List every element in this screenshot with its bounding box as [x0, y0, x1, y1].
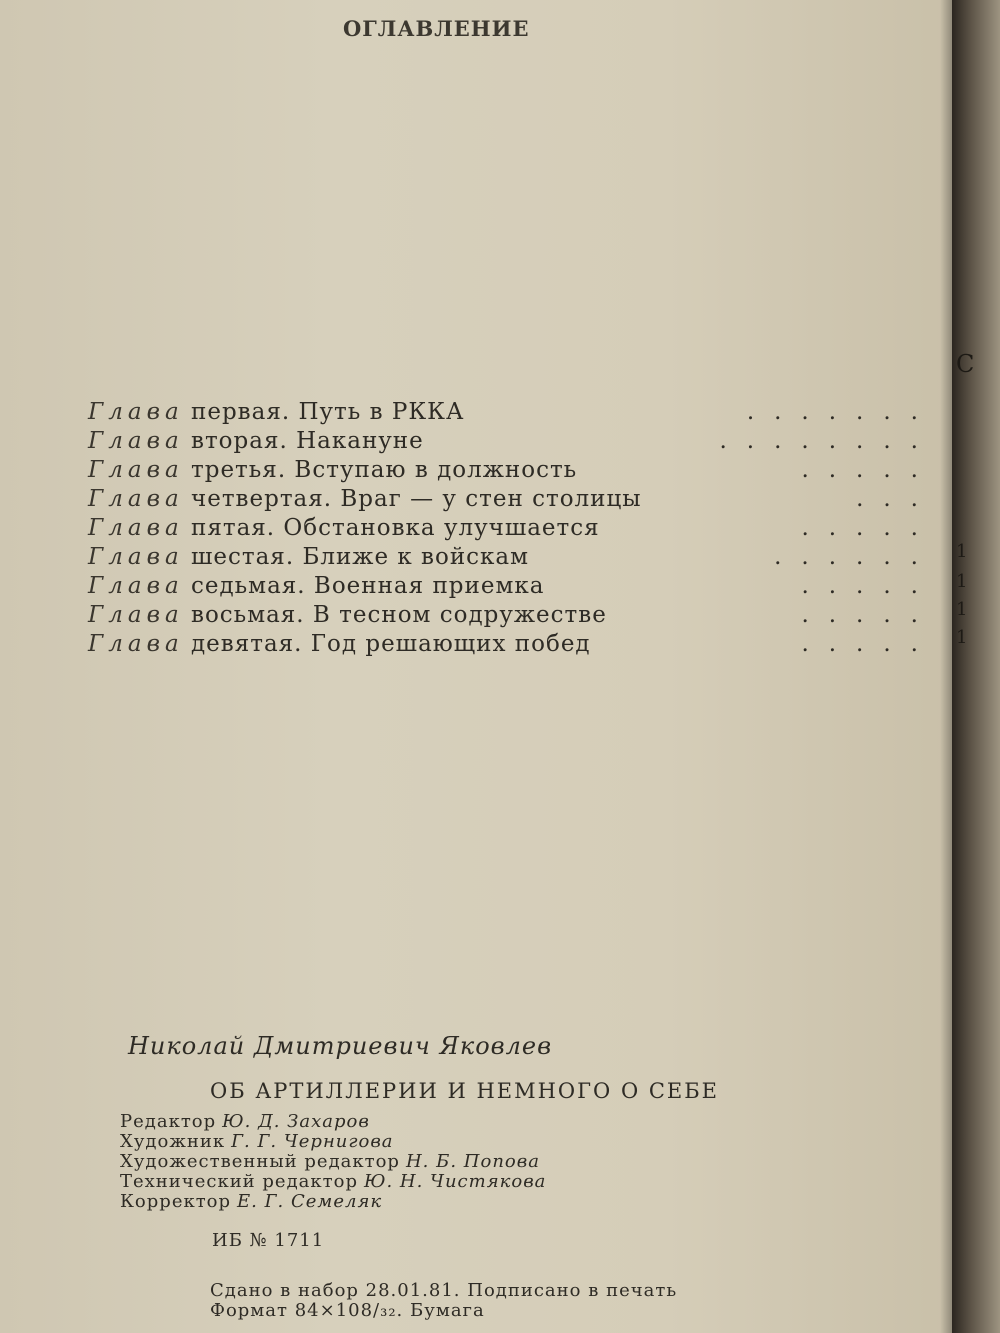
toc-entry-lead: Глава — [88, 515, 184, 541]
adjacent-page-fragment: 1 — [956, 627, 968, 648]
toc-entry-title: шестая. Ближе к войскам — [191, 544, 530, 570]
toc-entry-title: третья. Вступаю в должность — [191, 457, 578, 483]
credit-role: Технический редактор — [120, 1171, 358, 1192]
credit-person: Ю. Д. Захаров — [222, 1111, 370, 1132]
credit-person: Г. Г. Чернигова — [231, 1131, 394, 1152]
adjacent-page-fragment: 1 — [956, 541, 968, 562]
print-info-line: Сдано в набор 28.01.81. Подписано в печать — [210, 1280, 678, 1301]
credit-person: Е. Г. Семеляк — [237, 1191, 383, 1212]
toc-entry-title: первая. Путь в РККА — [191, 399, 465, 425]
toc-entry-leader-dots: ........ — [719, 428, 938, 454]
toc-entry-leader-dots: ..... — [801, 457, 938, 483]
adjacent-page-fragment: 1 — [956, 599, 968, 620]
toc-entry-title: вторая. Накануне — [191, 428, 424, 454]
toc-entry-leader-dots: ..... — [801, 515, 938, 541]
credit-line — [120, 1152, 940, 1172]
toc-entry-lead: Глава — [88, 602, 184, 628]
toc-entry-leader-dots: ..... — [801, 602, 938, 628]
toc-entry — [88, 630, 948, 659]
toc-entry-lead: Глава — [88, 457, 184, 483]
toc-entry-lead: Глава — [88, 428, 184, 454]
colophon — [120, 1030, 940, 1321]
toc-entry — [88, 543, 948, 572]
toc-entry — [88, 456, 948, 485]
toc-entry — [88, 572, 948, 601]
adjacent-page-edge — [952, 0, 1000, 1333]
credit-line — [120, 1192, 940, 1212]
toc-entry — [88, 601, 948, 630]
credit-line — [120, 1172, 940, 1192]
toc-entry-title: четвертая. Враг — у стен столицы — [191, 486, 642, 512]
credit-person: Н. Б. Попова — [405, 1151, 540, 1172]
toc-entry — [88, 485, 948, 514]
toc-entry — [88, 427, 948, 456]
ib-number: ИБ № 1711 — [212, 1230, 325, 1251]
toc-entry-lead: Глава — [88, 544, 184, 570]
book-title: ОБ АРТИЛЛЕРИИ И НЕМНОГО О СЕБЕ — [210, 1079, 719, 1103]
adjacent-page-fragment: С — [956, 350, 975, 378]
credits-list — [120, 1112, 940, 1212]
spine-shadow — [940, 0, 952, 1333]
credit-line — [120, 1112, 940, 1132]
adjacent-page-fragment: 1 — [956, 571, 968, 592]
toc-entry-lead: Глава — [88, 486, 184, 512]
credit-role: Художник — [120, 1131, 226, 1152]
toc-entry-lead: Глава — [88, 399, 184, 425]
toc-entry-title: седьмая. Военная приемка — [191, 573, 545, 599]
toc-entry-title: пятая. Обстановка улучшается — [191, 515, 600, 541]
credit-line — [120, 1132, 940, 1152]
credit-person: Ю. Н. Чистякова — [363, 1171, 547, 1192]
credit-role: Художественный редактор — [120, 1151, 400, 1172]
toc-entry-leader-dots: ...... — [774, 544, 938, 570]
credit-role: Редактор — [120, 1111, 217, 1132]
toc-entry-leader-dots: ..... — [801, 573, 938, 599]
toc-entry-lead: Глава — [88, 631, 184, 657]
credit-role: Корректор — [120, 1191, 232, 1212]
toc-entry — [88, 514, 948, 543]
toc-entry-leader-dots: ....... — [746, 399, 938, 425]
table-of-contents — [88, 398, 948, 659]
toc-entry-lead: Глава — [88, 573, 184, 599]
toc-entry-leader-dots: ... — [856, 486, 938, 512]
print-info-line: Формат 84×108/₃₂. Бумага — [210, 1300, 485, 1321]
toc-entry-title: девятая. Год решающих побед — [191, 631, 591, 657]
print-info — [210, 1281, 940, 1321]
toc-entry-leader-dots: ..... — [801, 631, 938, 657]
toc-entry-title: восьмая. В тесном содружестве — [191, 602, 607, 628]
page-heading: ОГЛАВЛЕНИЕ — [343, 16, 530, 41]
toc-entry — [88, 398, 948, 427]
author-name: Николай Дмитриевич Яковлев — [128, 1032, 553, 1060]
